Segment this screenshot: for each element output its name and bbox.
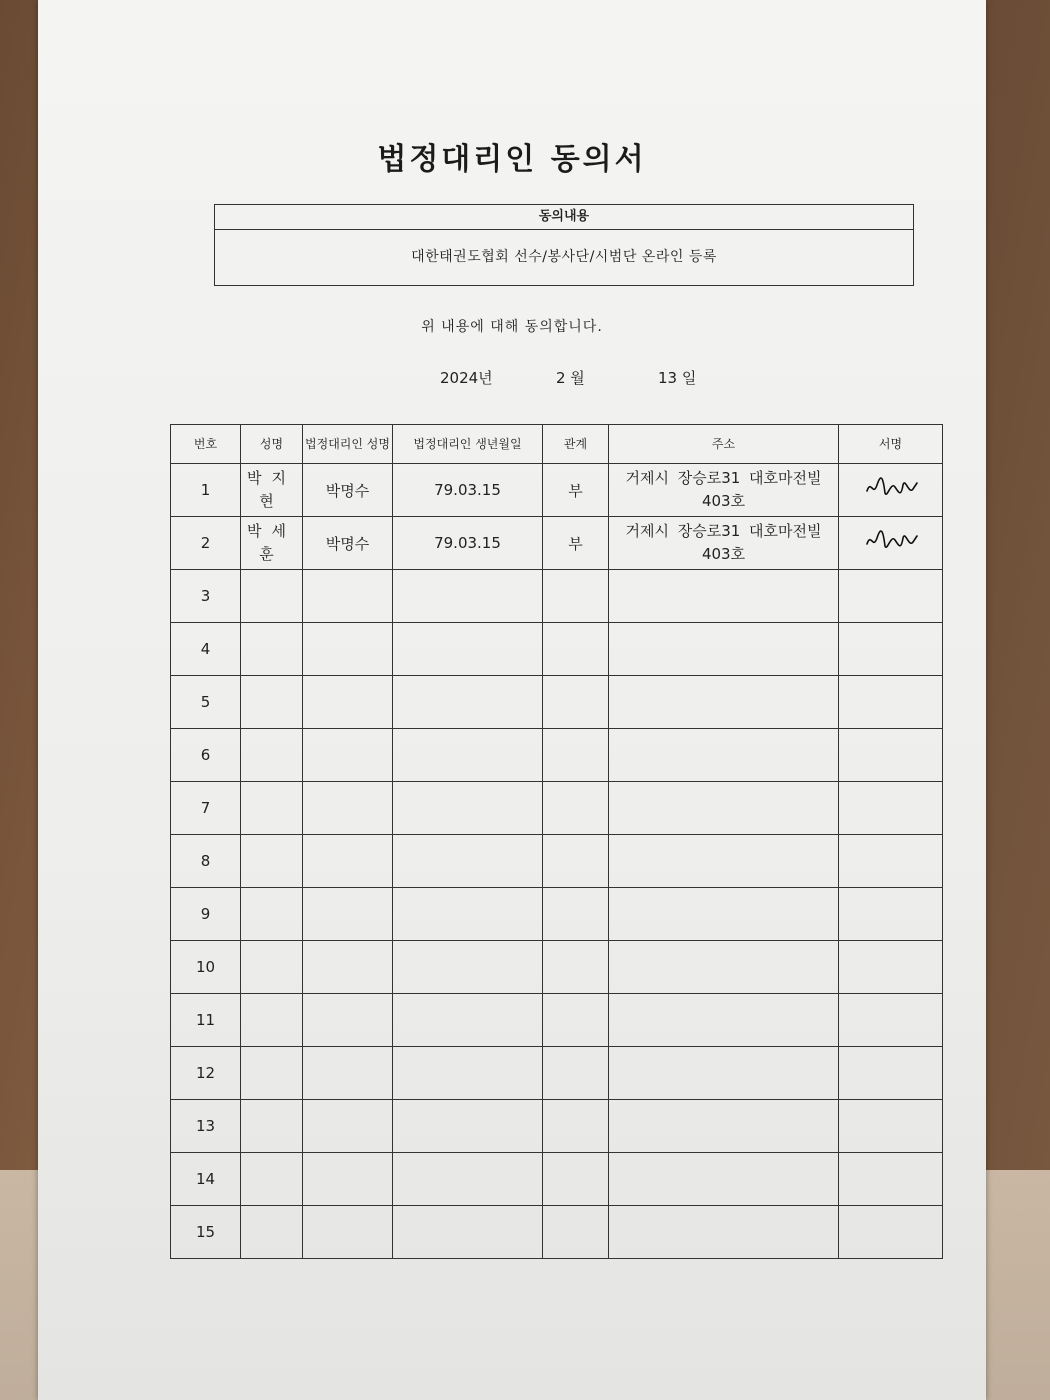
student-name-cell (241, 676, 303, 729)
table-header-row (171, 425, 943, 464)
address-cell (609, 676, 839, 729)
address-cell (609, 835, 839, 888)
table-row (171, 888, 943, 941)
relation-cell: 부 (543, 517, 609, 570)
header-signature: 서명 (839, 425, 943, 464)
guardian-name-cell: 박명수 (303, 464, 393, 517)
guardian-birthdate-cell (393, 941, 543, 994)
student-name-cell: 박세훈 (241, 517, 303, 570)
agreement-statement: 위 내용에 대해 동의합니다. (421, 319, 603, 335)
header-address: 주소 (609, 425, 839, 464)
row-number-cell: 2 (171, 517, 241, 570)
table-row (171, 1153, 943, 1206)
address-cell (609, 782, 839, 835)
student-name-cell (241, 941, 303, 994)
row-number-cell: 12 (171, 1047, 241, 1100)
student-name-cell (241, 835, 303, 888)
student-name-cell (241, 782, 303, 835)
student-name-cell (241, 888, 303, 941)
relation-cell (543, 941, 609, 994)
guardian-birthdate-cell (393, 623, 543, 676)
signature-cell (839, 676, 943, 729)
guardian-name-cell (303, 941, 393, 994)
signature-cell (839, 782, 943, 835)
date-year: 2024년 (440, 369, 493, 387)
row-number-cell: 11 (171, 994, 241, 1047)
consent-content-header: 동의내용 (215, 205, 913, 230)
signature-cell (839, 1153, 943, 1206)
student-name-cell (241, 1153, 303, 1206)
header-guardian-birth: 법정대리인 생년월일 (393, 425, 543, 464)
table-row (171, 782, 943, 835)
handwritten-signature (863, 524, 919, 558)
address-cell (609, 623, 839, 676)
guardian-name-cell (303, 1206, 393, 1259)
guardian-name-cell (303, 994, 393, 1047)
signature-cell (839, 570, 943, 623)
student-name-cell (241, 994, 303, 1047)
guardian-name-cell (303, 782, 393, 835)
row-number-cell: 10 (171, 941, 241, 994)
signature-cell (839, 994, 943, 1047)
row-number-cell: 15 (171, 1206, 241, 1259)
guardian-name-cell (303, 570, 393, 623)
row-number-cell: 5 (171, 676, 241, 729)
table-row (171, 1206, 943, 1259)
guardian-name-cell (303, 623, 393, 676)
table-row (171, 1100, 943, 1153)
guardian-birthdate-cell (393, 729, 543, 782)
date-day: 13 일 (658, 369, 697, 387)
student-name-cell (241, 623, 303, 676)
address-cell (609, 1047, 839, 1100)
guardian-name-cell (303, 676, 393, 729)
guardian-birthdate-cell: 79.03.15 (393, 464, 543, 517)
header-number: 번호 (171, 425, 241, 464)
table-row (171, 994, 943, 1047)
guardian-name-cell (303, 835, 393, 888)
relation-cell (543, 570, 609, 623)
handwritten-signature (863, 471, 919, 505)
guardian-name-cell (303, 888, 393, 941)
relation-cell (543, 888, 609, 941)
student-name-cell (241, 1047, 303, 1100)
guardian-name-cell (303, 1100, 393, 1153)
relation-cell (543, 623, 609, 676)
guardian-consent-table (170, 424, 943, 1259)
table-row (171, 1047, 943, 1100)
address-cell (609, 1100, 839, 1153)
signature-cell (839, 729, 943, 782)
relation-cell (543, 1206, 609, 1259)
row-number-cell: 7 (171, 782, 241, 835)
student-name-cell (241, 729, 303, 782)
guardian-name-cell (303, 1047, 393, 1100)
guardian-name-cell (303, 729, 393, 782)
table-row (171, 517, 943, 570)
consent-content-box (214, 204, 914, 286)
relation-cell (543, 1047, 609, 1100)
student-name-cell (241, 570, 303, 623)
address-cell (609, 888, 839, 941)
relation-cell (543, 1100, 609, 1153)
table-row (171, 464, 943, 517)
relation-cell (543, 729, 609, 782)
guardian-birthdate-cell (393, 1047, 543, 1100)
guardian-birthdate-cell (393, 1153, 543, 1206)
address-cell (609, 994, 839, 1047)
signature-cell (839, 1100, 943, 1153)
header-name: 성명 (241, 425, 303, 464)
row-number-cell: 3 (171, 570, 241, 623)
student-name-cell (241, 1206, 303, 1259)
guardian-birthdate-cell: 79.03.15 (393, 517, 543, 570)
relation-cell (543, 1153, 609, 1206)
table-row (171, 676, 943, 729)
signature-cell (839, 1047, 943, 1100)
table-row (171, 941, 943, 994)
address-cell (609, 570, 839, 623)
document-title: 법정대리인 동의서 (377, 142, 647, 177)
row-number-cell: 13 (171, 1100, 241, 1153)
row-number-cell: 14 (171, 1153, 241, 1206)
signature-cell (839, 1206, 943, 1259)
address-cell (609, 941, 839, 994)
relation-cell (543, 782, 609, 835)
signature-cell (839, 623, 943, 676)
relation-cell: 부 (543, 464, 609, 517)
signature-cell (839, 517, 943, 570)
row-number-cell: 8 (171, 835, 241, 888)
guardian-birthdate-cell (393, 835, 543, 888)
table-row (171, 729, 943, 782)
address-cell (609, 1153, 839, 1206)
guardian-birthdate-cell (393, 676, 543, 729)
relation-cell (543, 676, 609, 729)
consent-content-text: 대한태권도협회 선수/봉사단/시범단 온라인 등록 (411, 249, 717, 265)
address-cell (609, 729, 839, 782)
signature-cell (839, 888, 943, 941)
relation-cell (543, 994, 609, 1047)
address-cell (609, 1206, 839, 1259)
row-number-cell: 1 (171, 464, 241, 517)
signature-cell (839, 835, 943, 888)
signature-cell (839, 941, 943, 994)
guardian-birthdate-cell (393, 994, 543, 1047)
row-number-cell: 4 (171, 623, 241, 676)
guardian-birthdate-cell (393, 888, 543, 941)
date-month: 2 월 (556, 369, 585, 387)
guardian-birthdate-cell (393, 570, 543, 623)
header-guardian-name: 법정대리인 성명 (303, 425, 393, 464)
row-number-cell: 6 (171, 729, 241, 782)
guardian-birthdate-cell (393, 1206, 543, 1259)
relation-cell (543, 835, 609, 888)
student-name-cell (241, 1100, 303, 1153)
address-cell: 거제시 장승로31 대호마전빌 403호 (609, 517, 839, 570)
address-cell: 거제시 장승로31 대호마전빌 403호 (609, 464, 839, 517)
signature-cell (839, 464, 943, 517)
table-row (171, 835, 943, 888)
table-row (171, 623, 943, 676)
guardian-name-cell: 박명수 (303, 517, 393, 570)
table-row (171, 570, 943, 623)
guardian-birthdate-cell (393, 1100, 543, 1153)
guardian-birthdate-cell (393, 782, 543, 835)
student-name-cell: 박지현 (241, 464, 303, 517)
guardian-name-cell (303, 1153, 393, 1206)
header-relation: 관계 (543, 425, 609, 464)
row-number-cell: 9 (171, 888, 241, 941)
